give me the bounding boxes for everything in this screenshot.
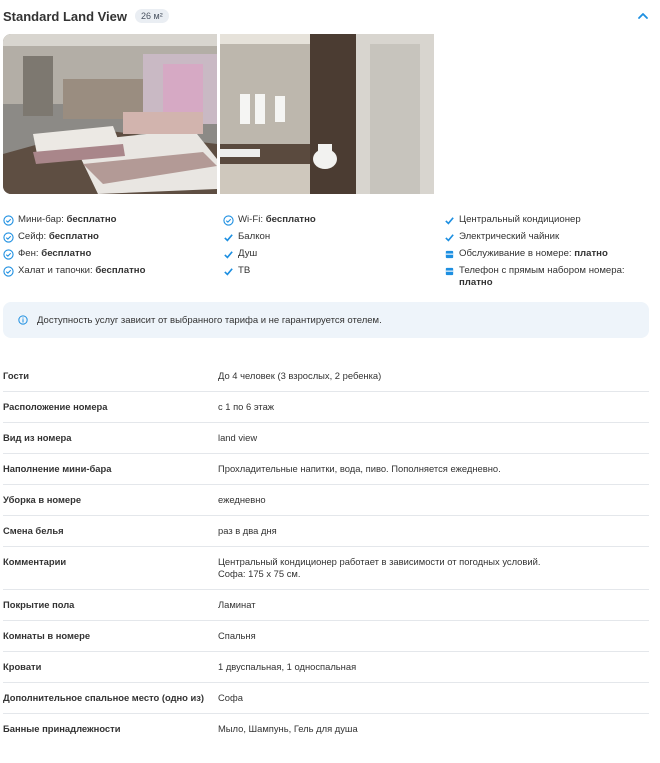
collapse-button[interactable]	[635, 8, 651, 24]
table-row: Комментарии Центральный кондиционер работает в зависимости от погодных условий. Софа: 175 x 75 см.	[3, 547, 649, 590]
table-row: Наполнение мини-бара Прохладительные напитки, вода, пиво. Пополняется ежедневно.	[3, 454, 649, 485]
amenity-item: Wi-Fi: бесплатно	[223, 214, 438, 231]
circle-check-icon	[3, 249, 14, 260]
table-row: Смена белья раз в два дня	[3, 516, 649, 547]
amenity-item: Мини-бар: бесплатно	[3, 214, 218, 231]
paid-icon	[444, 249, 455, 260]
availability-notice	[3, 302, 649, 338]
amenity-item: Сейф: бесплатно	[3, 231, 218, 248]
table-row: Расположение номера с 1 по 6 этаж	[3, 392, 649, 423]
table-row: Комнаты в номере Спальня	[3, 621, 649, 652]
circle-check-icon	[3, 266, 14, 277]
check-icon	[444, 215, 455, 226]
table-row: Гости До 4 человек (3 взрослых, 2 ребенка)	[3, 361, 649, 392]
table-row: Кровати 1 двуспальная, 1 односпальная	[3, 652, 649, 683]
check-icon	[223, 232, 234, 243]
notice-text: Доступность услуг зависит от выбранного тарифа и не гарантируется отелем.	[37, 314, 382, 326]
circle-check-icon	[3, 215, 14, 226]
table-row: Дополнительное спальное место (одно из) Софа	[3, 683, 649, 714]
room-area-badge: 26 м²	[135, 9, 169, 23]
circle-check-icon	[3, 232, 14, 243]
amenity-item: Центральный кондиционер	[444, 214, 649, 231]
amenity-item: Фен: бесплатно	[3, 248, 218, 265]
info-icon	[18, 315, 28, 325]
room-header	[3, 6, 653, 26]
amenities-column-3	[444, 214, 649, 295]
room-bedroom-photo[interactable]	[3, 34, 217, 194]
check-icon	[444, 232, 455, 243]
room-details-table	[3, 361, 649, 745]
table-row: Покрытие пола Ламинат	[3, 590, 649, 621]
amenity-item: Телефон с прямым набором номера: платно	[444, 265, 649, 295]
amenity-item: Электрический чайник	[444, 231, 649, 248]
amenities-column-2	[223, 214, 438, 282]
table-row: Уборка в номере ежедневно	[3, 485, 649, 516]
amenities-column-1	[3, 214, 218, 282]
paid-icon	[444, 266, 455, 277]
circle-check-icon	[223, 215, 234, 226]
room-title: Standard Land View	[3, 8, 128, 24]
room-bathroom-photo[interactable]	[220, 34, 434, 194]
table-row: Банные принадлежности Мыло, Шампунь, Гель для душа	[3, 723, 358, 734]
chevron-up-icon	[635, 8, 651, 24]
room-photo-gallery	[3, 34, 434, 194]
amenity-item: Халат и тапочки: бесплатно	[3, 265, 218, 282]
amenity-item: Балкон	[223, 231, 438, 248]
check-icon	[223, 266, 234, 277]
amenity-item: Обслуживание в номере: платно	[444, 248, 649, 265]
amenity-item: ТВ	[223, 265, 438, 282]
amenity-item: Душ	[223, 248, 438, 265]
check-icon	[223, 249, 234, 260]
table-row: Вид из номера land view	[3, 423, 649, 454]
